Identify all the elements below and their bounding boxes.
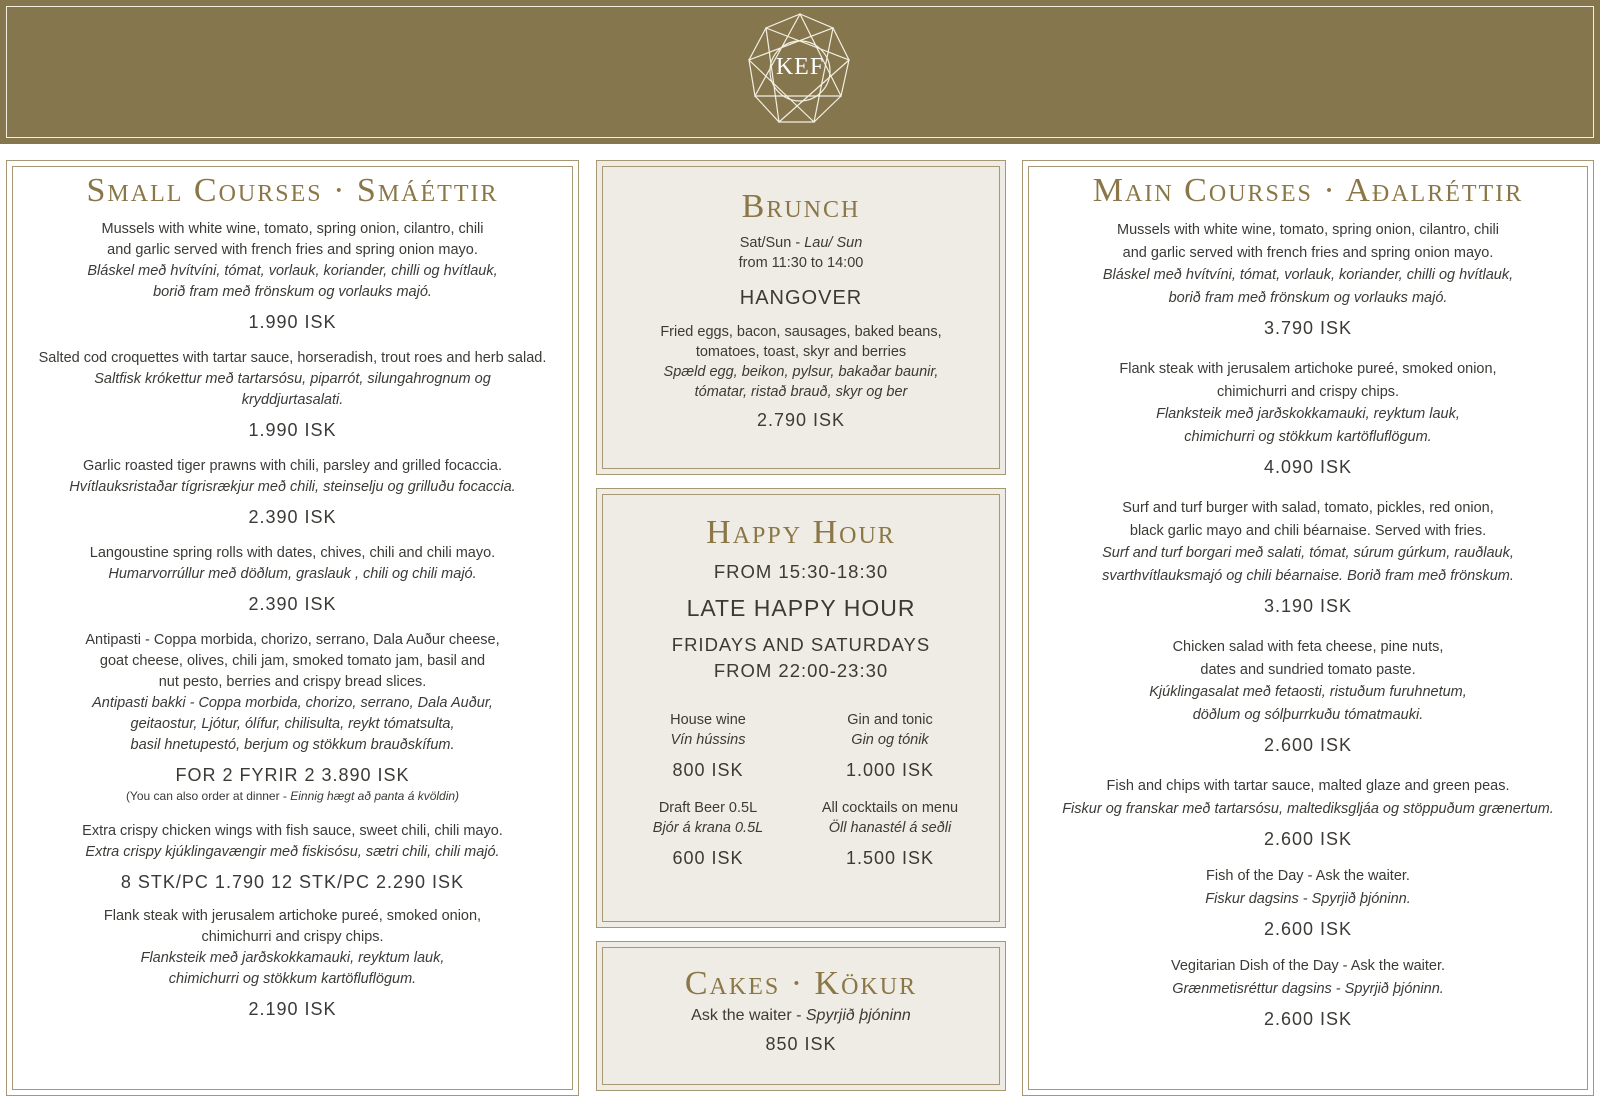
drink-price: 800 ISK	[672, 760, 744, 780]
small-courses-title: Small Courses · Smáéttir	[86, 172, 499, 209]
drink-name-en: All cocktails on menu	[821, 800, 959, 816]
menu-item	[7, 821, 578, 894]
brunch-desc-en-line: tomatoes, toast, skyr and berries	[695, 344, 907, 360]
menu-item-description-en: Garlic roasted tiger prawns with chili, parsley and grilled focaccia.	[82, 458, 503, 474]
menu-item	[1023, 865, 1593, 941]
menu-item-note	[7, 787, 578, 805]
late-happy-hour-heading: LATE HAPPY HOUR	[686, 595, 916, 621]
menu-item-price: 2.190 ISK	[248, 999, 337, 1019]
menu-item-note-en: (You can also order at dinner -	[125, 789, 291, 803]
menu-item-price: 3.190 ISK	[1263, 596, 1353, 616]
menu-item-description-is: Fiskur dagsins - Spyrjið þjóninn.	[1205, 890, 1411, 907]
main-courses-content	[1023, 171, 1593, 1031]
menu-item-description-en: Fish and chips with tartar sauce, malted glaze and green peas.	[1106, 778, 1510, 794]
menu-item-description-is: Saltfisk krókettur með tartarsósu, piparrót, silungahrognum og	[94, 371, 491, 387]
drink-name-is: Bjór á krana 0.5L	[652, 820, 764, 836]
menu-item	[1023, 358, 1593, 479]
menu-item-description-en: Flank steak with jerusalem artichoke pureé, smoked onion,	[103, 908, 482, 924]
menu-item-price: 2.390 ISK	[248, 594, 337, 614]
brunch-desc-en-line: Fried eggs, bacon, sausages, baked beans,	[660, 324, 942, 340]
small-courses-content	[7, 171, 578, 1021]
cakes-ask-en: Ask the waiter -	[691, 1007, 806, 1024]
main-courses-title: Main Courses · Aðalréttir	[1092, 172, 1524, 209]
brunch-price: 2.790 ISK	[756, 410, 846, 430]
brunch-desc-is-line: tómatar, ristað brauð, skyr og ber	[694, 384, 908, 400]
drink-house-wine	[618, 710, 798, 782]
menu-item-description-is: Fiskur og franskar með tartarsósu, maltediksgljáa og stöppuðum grænertum.	[1062, 800, 1554, 817]
menu-item-description-en: Salted cod croquettes with tartar sauce, horseradish, trout roes and herb salad.	[38, 350, 547, 366]
brunch-hours: from 11:30 to 14:00	[738, 255, 864, 271]
brunch-days-en: Sat/Sun -	[739, 235, 805, 251]
menu-item	[7, 219, 578, 334]
drink-cocktails	[790, 798, 990, 870]
menu-item-description-is: chimichurri og stökkum kartöfluflögum.	[1184, 428, 1432, 445]
menu-item-description-en: Vegitarian Dish of the Day - Ask the waiter.	[1170, 958, 1446, 974]
brunch-panel	[596, 160, 1006, 475]
menu-item	[7, 906, 578, 1021]
brunch-content	[597, 187, 1005, 432]
menu-item-description-en: Mussels with white wine, tomato, spring onion, cilantro, chili	[101, 221, 484, 237]
menu-item-description-en: black garlic mayo and chili béarnaise. Served with fries.	[1129, 522, 1487, 539]
logo-text: KEF	[775, 54, 825, 80]
menu-item-description-en: dates and sundried tomato paste.	[1200, 661, 1416, 678]
brunch-desc-en	[597, 322, 1005, 362]
menu-item-description-en: chimichurri and crispy chips.	[1216, 383, 1400, 400]
menu-item	[1023, 219, 1593, 340]
menu-item-description-en: and garlic served with french fries and spring onion mayo.	[107, 242, 478, 258]
brunch-desc-is	[597, 362, 1005, 402]
menu-item-description-is: borið fram með frönskum og vorlauks majó.	[153, 284, 432, 300]
menu-item-price: 2.390 ISK	[248, 507, 337, 527]
menu-item-description-is: borið fram með frönskum og vorlauks majó.	[1168, 289, 1448, 306]
drink-name-is: Gin og tónik	[851, 732, 929, 748]
menu-item-price: FOR 2 FYRIR 2 3.890 ISK	[175, 765, 410, 785]
menu-item-description-is: Bláskel með hvítvíni, tómat, vorlauk, koriander, chilli og hvítlauk,	[87, 263, 498, 279]
brunch-dish-name: HANGOVER	[739, 287, 863, 309]
drink-gin-tonic	[800, 710, 980, 782]
menu-item-description-is: Antipasti bakki - Coppa morbida, chorizo, serrano, Dala Auður,	[92, 695, 493, 711]
menu-item-description-is: Flanksteik með jarðskokkamauki, reyktum lauk,	[1156, 406, 1460, 422]
drink-price: 1.500 ISK	[845, 848, 935, 868]
menu-item-price: 2.600 ISK	[1263, 1009, 1353, 1029]
menu-item-description-en: Surf and turf burger with salad, tomato, pickles, red onion,	[1122, 500, 1494, 516]
menu-item-description-en: Fish of the Day - Ask the waiter.	[1206, 868, 1410, 884]
menu-item-description-is: Flanksteik með jarðskokkamauki, reyktum lauk,	[140, 950, 445, 966]
menu-item-description-en: goat cheese, olives, chili jam, smoked tomato jam, basil and	[99, 653, 486, 669]
menu-item-description-en: Mussels with white wine, tomato, spring onion, cilantro, chili	[1117, 222, 1499, 238]
menu-item-note-is: Einnig hægt að panta á kvöldin)	[290, 789, 460, 803]
late-happy-hour-time: FROM 22:00-23:30	[713, 660, 889, 681]
menu-item-description-en: and garlic served with french fries and spring onion mayo.	[1122, 244, 1494, 261]
menu-item	[7, 456, 578, 529]
menu-item-description-is: Kjúklingasalat með fetaosti, ristuðum furuhnetum,	[1149, 684, 1467, 700]
drink-price: 1.000 ISK	[845, 760, 935, 780]
menu-item-price: 2.600 ISK	[1263, 829, 1353, 849]
cakes-title: Cakes · Kökur	[684, 965, 918, 1002]
menu-item-description-en: Langoustine spring rolls with dates, chives, chili and chili mayo.	[89, 545, 496, 561]
happy-hour-title: Happy Hour	[706, 514, 896, 551]
small-courses-panel	[6, 160, 579, 1096]
brunch-desc-is-line: Spæld egg, beikon, pylsur, bakaðar baunir,	[663, 364, 939, 380]
menu-item-description-en: Flank steak with jerusalem artichoke pureé, smoked onion,	[1119, 361, 1497, 377]
menu-item-description-is: Grænmetisréttur dagsins - Spyrjið þjóninn.	[1172, 980, 1444, 997]
menu-item-price: 1.990 ISK	[248, 312, 337, 332]
menu-item	[7, 348, 578, 442]
happy-hour-time: FROM 15:30-18:30	[713, 561, 889, 582]
menu-item-description-en: Extra crispy chicken wings with fish sauce, sweet chili, chili mayo.	[82, 823, 503, 839]
menu-item-description-is: svarthvítlauksmajó og chili béarnaise. Borið fram með frönskum.	[1102, 567, 1514, 584]
menu-item-description-is: geitaostur, Ljótur, ólífur, chilisulta, reykt tómatsulta,	[130, 716, 455, 732]
menu-item-description-is: kryddjurtasalati.	[241, 392, 344, 408]
menu-item-price: 4.090 ISK	[1263, 457, 1353, 477]
menu-item-description-en: chimichurri and crispy chips.	[201, 929, 384, 945]
menu-item-description-en: nut pesto, berries and crispy bread slices.	[158, 674, 427, 690]
drink-grid	[597, 710, 1005, 890]
menu-item-description-is: basil hnetupestó, berjum og stökkum brauðskífum.	[130, 737, 455, 753]
happy-hour-panel	[596, 488, 1006, 928]
brunch-days-is: Lau/ Sun	[804, 235, 863, 251]
header-banner	[0, 0, 1600, 144]
menu-item	[1023, 955, 1593, 1031]
menu-item-description-en: Chicken salad with feta cheese, pine nuts,	[1172, 639, 1444, 655]
menu-item	[1023, 636, 1593, 757]
late-happy-hour-days: FRIDAYS AND SATURDAYS	[671, 634, 931, 655]
drink-draft-beer	[618, 798, 798, 870]
menu-item-description-is: chimichurri og stökkum kartöfluflögum.	[168, 971, 417, 987]
cakes-content	[597, 964, 1005, 1056]
menu-item	[7, 543, 578, 616]
menu-item	[1023, 497, 1593, 618]
cakes-ask-is: Spyrjið þjóninn	[805, 1007, 911, 1024]
menu-item-price: 8 STK/PC 1.790 12 STK/PC 2.290 ISK	[120, 872, 465, 892]
drink-name-en: Draft Beer 0.5L	[658, 800, 758, 816]
menu-item-price: 1.990 ISK	[248, 420, 337, 440]
menu-item	[1023, 775, 1593, 851]
menu-item-description-is: Hvítlauksristaðar tígrisrækjur með chili, steinselju og grilluðu focaccia.	[69, 479, 516, 495]
drink-name-is: Vín hússins	[670, 732, 746, 748]
brunch-title: Brunch	[741, 188, 861, 225]
drink-name-en: Gin and tonic	[847, 712, 933, 728]
main-courses-panel	[1022, 160, 1594, 1096]
drink-name-is: Öll hanastél á seðli	[828, 820, 952, 836]
menu-item-price: 2.600 ISK	[1263, 735, 1353, 755]
cakes-ask	[597, 1004, 1005, 1028]
menu-item-price: 2.600 ISK	[1263, 919, 1353, 939]
menu-item-description-is: döðlum og sólþurrkuðu tómatmauki.	[1192, 706, 1424, 723]
drink-name-en: House wine	[670, 712, 746, 728]
menu-item-description-is: Bláskel með hvítvíni, tómat, vorlauk, koriander, chilli og hvítlauk,	[1102, 267, 1514, 283]
happy-hour-content	[597, 513, 1005, 890]
drink-price: 600 ISK	[672, 848, 744, 868]
menu-item	[7, 630, 578, 805]
menu-item-description-is: Humarvorrúllur með döðlum, graslauk , chili og chili majó.	[108, 566, 477, 582]
menu-item-price: 3.790 ISK	[1263, 318, 1353, 338]
menu-item-description-is: Extra crispy kjúklingavængir með fiskisósu, sætri chili, chili majó.	[85, 844, 500, 860]
cakes-price: 850 ISK	[765, 1034, 837, 1054]
menu-item-description-is: Surf and turf borgari með salati, tómat, súrum gúrkum, rauðlauk,	[1102, 545, 1514, 561]
menu-item-description-en: Antipasti - Coppa morbida, chorizo, serrano, Dala Auður cheese,	[85, 632, 500, 648]
brunch-days	[597, 233, 1005, 253]
cakes-panel	[596, 941, 1006, 1091]
